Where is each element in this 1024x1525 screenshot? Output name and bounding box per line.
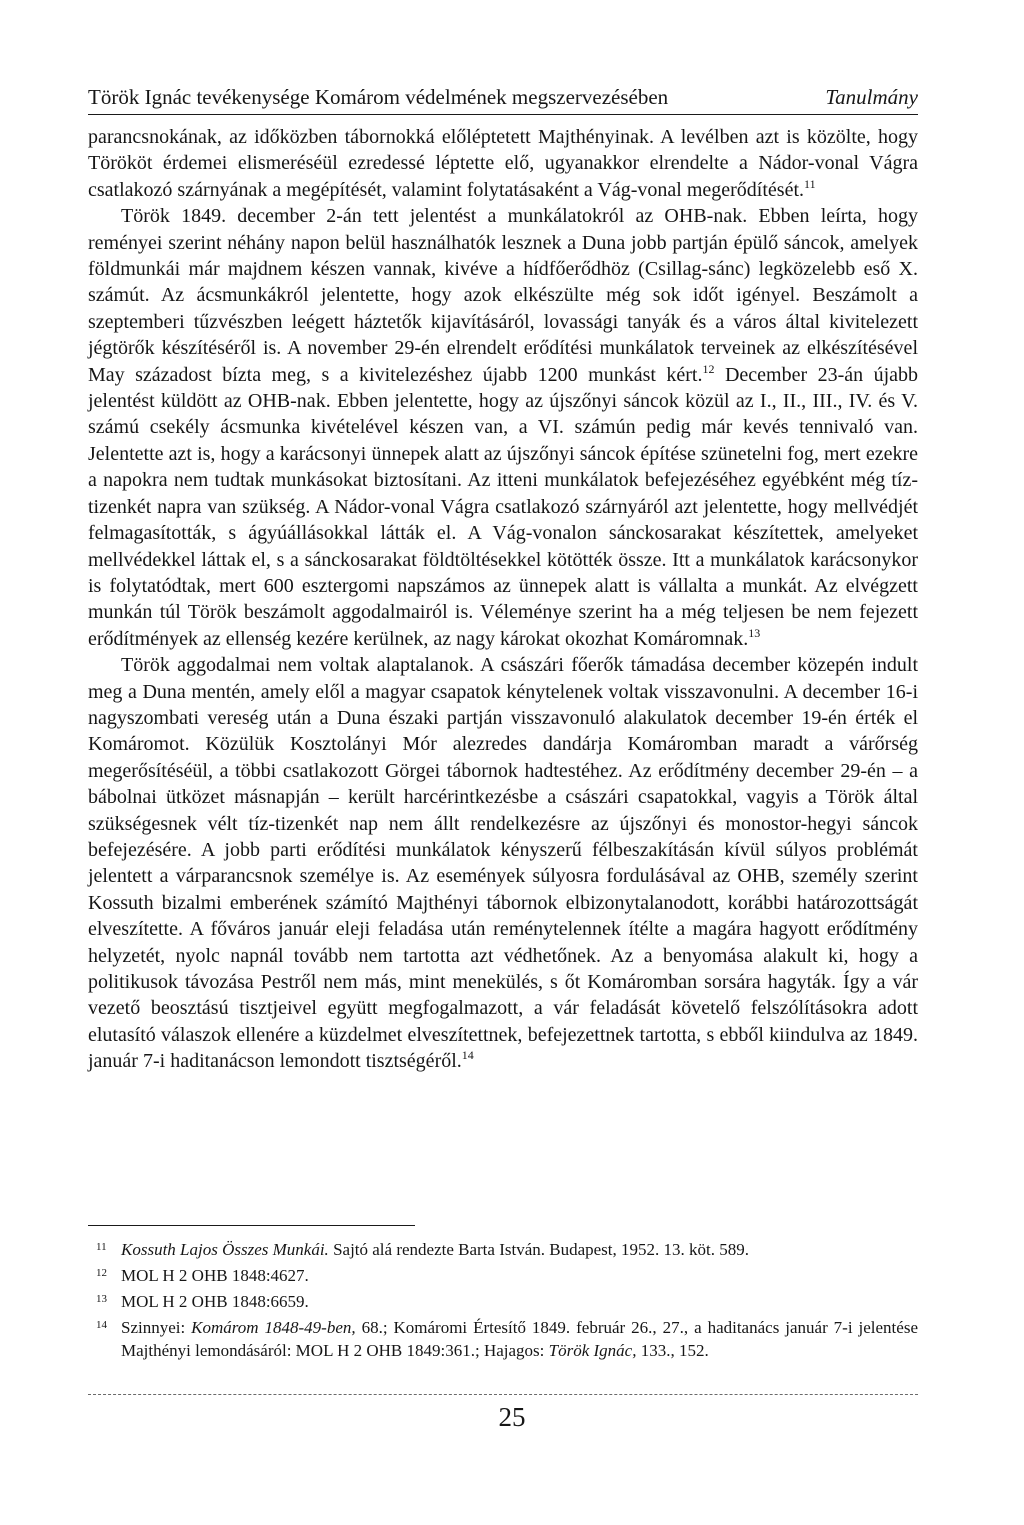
footnote-text: 133., 152. (636, 1341, 709, 1360)
running-title: Török Ignác tevékenysége Komárom védelmének megszervezésében (88, 85, 669, 109)
footnote-text: Szinnyei: (121, 1318, 192, 1337)
footnote-11 (88, 1238, 918, 1261)
footnote-text: Sajtó alá rendezte Barta István. Budapest, 1952. 13. köt. 589. (328, 1240, 749, 1259)
bottom-rule (88, 1394, 918, 1395)
footnote-12 (88, 1264, 918, 1287)
footnote-text: MOL H 2 OHB 1848:4627. (121, 1266, 309, 1285)
footnote-ref-13[interactable]: 13 (748, 625, 761, 640)
footnotes (88, 1238, 918, 1365)
section-label: Tanulmány (825, 85, 918, 109)
running-header (88, 86, 918, 115)
footnote-italic-title: Komárom 1848-49-ben, (191, 1318, 356, 1337)
footnote-italic-title: Török Ignác, (548, 1341, 637, 1360)
paragraph-1-text: parancsnokának, az időközben tábornokká előléptetett Majthényinak. A levélben azt is közölte, hogy Törököt érdemei elismeréséül ezredessé léptette elő, ugyanakkor elrendelte a Nádor-vonal Vágra csatlakozó szárnyának a megépítését, valamint folytatásaként a Vág-vonal megerődítését. (88, 126, 918, 201)
paragraph-3-text: Török aggodalmai nem voltak alaptalanok. A császári főerők támadása december közepén indult meg a Duna mentén, amely elől a magyar csapatok kénytelenek voltak visszavonulni. A december 16-i nagyszombati vereség után a Duna északi partján visszavonuló alakulatok december 19-én érték el Komáromot. Közülük Kosztolányi Mór alezredes dandárja Komáromban maradt a várőrség megerősítéséül, a többi csatlakozott Görgei tábornok hadtestéhez. Az erődítmény december 29-én – a bábolnai ütközet másnapján – került harcérintkezésbe a császári csapatokkal, vagyis a Török által szükségesnek vélt tíz-tizenkét nap nem állt rendelkezésre az újszőnyi és monostor-hegyi sáncok befejezésére. A jobb parti erődítési munkálatok kényszerű félbeszakításán kívül súlyos problémát jelentett a várparancsnok személye is. Az események súlyosra fordulásával az OHB, személy szerint Kossuth bizalmi emberének számító Majthényi tábornok elbizonytalanodott, korábbi határozottságát elveszítette. A főváros január eleji feladása után reménytelennek ítélte a magára hagyott erődítmény helyzetét, nyolc napnál tovább nem tartotta azt védhetőnek. Az a benyomása alakult ki, hogy a politikusok távozása Pestről nem más, mint menekülés, s őt Komáromban sorsára hagyták. Így a vár vezető beosztású tisztjeivel együtt megfogalmazott, a vár feladását követelő felszólításokra adott elutasító válaszok ellenére a küzdelmet elveszítettnek, befejezettnek tartotta, s ebből kiindulva az 1849. január 7-i haditanácson lemondott tisztségéről. (88, 654, 918, 1073)
footnote-ref-11[interactable]: 11 (804, 176, 816, 191)
footnote-13 (88, 1290, 918, 1313)
footnote-separator (88, 1225, 415, 1226)
footnote-number: 12 (96, 1267, 107, 1279)
footnote-text: MOL H 2 OHB 1848:6659. (121, 1292, 309, 1311)
paragraph-2-text-b: December 23-án újabb jelentést küldött az OHB-nak. Ebben jelentette, hogy az újszőnyi sáncok közül az I., II., III., IV. és V. számú csekély ácsmunka kivételével készen van, a VI. számún pedig már kevés tennivaló van. Jelentette azt is, hogy a karácsonyi ünnepek alatt az újszőnyi sáncok építése szünetelni fog, mert ezekre a napokra nem tudtak munkásokat biztosítani. Az itteni munkálatok befejezéséhez egyébként még tíz-tizenkét napra van szükség. A Nádor-vonal Vágra csatlakozó szárnyáról azt jelentette, hogy mellvédjét felmagasították, s ágyúállásokkal látták el. A Vág-vonalon sánckosarakat készítettek, amelyeket mellvédekkel láttak el, s a sánckosarakat földtöltésekkel kötötték össze. Itt a munkálatok karácsonykor is folytatódtak, mert 600 esztergomi napszámos az ünnepek alatt is vállalta a munkát. Az elvégzett munkán túl Török beszámolt aggodalmairól is. Véleménye szerint ha a még teljesen be nem fejezett erődítmények az ellenség kezére kerülnek, az nagy károkat okozhat Komáromnak. (88, 363, 919, 650)
footnote-text: 68.; Komáromi Értesítő 1849. február 26., 27., a haditanács január 7-i jelentése Majthényi lemondásáról: MOL H 2 OHB 1849:361.; Hajagos: (121, 1318, 918, 1360)
paragraph-3 (88, 652, 918, 1075)
paragraph-2 (88, 203, 918, 652)
paragraph-2-text-a: Török 1849. december 2-án tett jelentést a munkálatokról az OHB-nak. Ebben leírta, hogy reményei szerint néhány napon belül használhatók lesznek a Duna jobb partján épülő sáncok, amelyek földmunkái már majdnem készen vannak, kivéve a hídfőerődhöz (Csillag-sánc) legközelebb eső X. számút. Az ácsmunkákról jelentette, hogy azok elkészülte még sok időt igényel. Beszámolt a szeptemberi tűzvészben leégett háztetők kijavításáról, lovassági tanyák és a város által kivitelezett jégtörők készítéséről is. A november 29-én elrendelt erődítési munkálatok terveinek az elkészítésével May századost bízta meg, s a kivitelezéshez újabb 1200 munkást kért. (88, 205, 918, 386)
footnote-number: 14 (96, 1319, 107, 1331)
footnote-ref-14[interactable]: 14 (461, 1048, 474, 1063)
footnote-14 (88, 1316, 918, 1362)
paragraph-1 (88, 124, 918, 203)
footnote-number: 11 (96, 1241, 107, 1253)
article-body (88, 124, 918, 1075)
footnote-number: 13 (96, 1293, 107, 1305)
footnote-ref-12[interactable]: 12 (702, 361, 715, 376)
footnote-italic-title: Kossuth Lajos Összes Munkái. (121, 1240, 329, 1259)
page-number: 25 (498, 1402, 526, 1432)
